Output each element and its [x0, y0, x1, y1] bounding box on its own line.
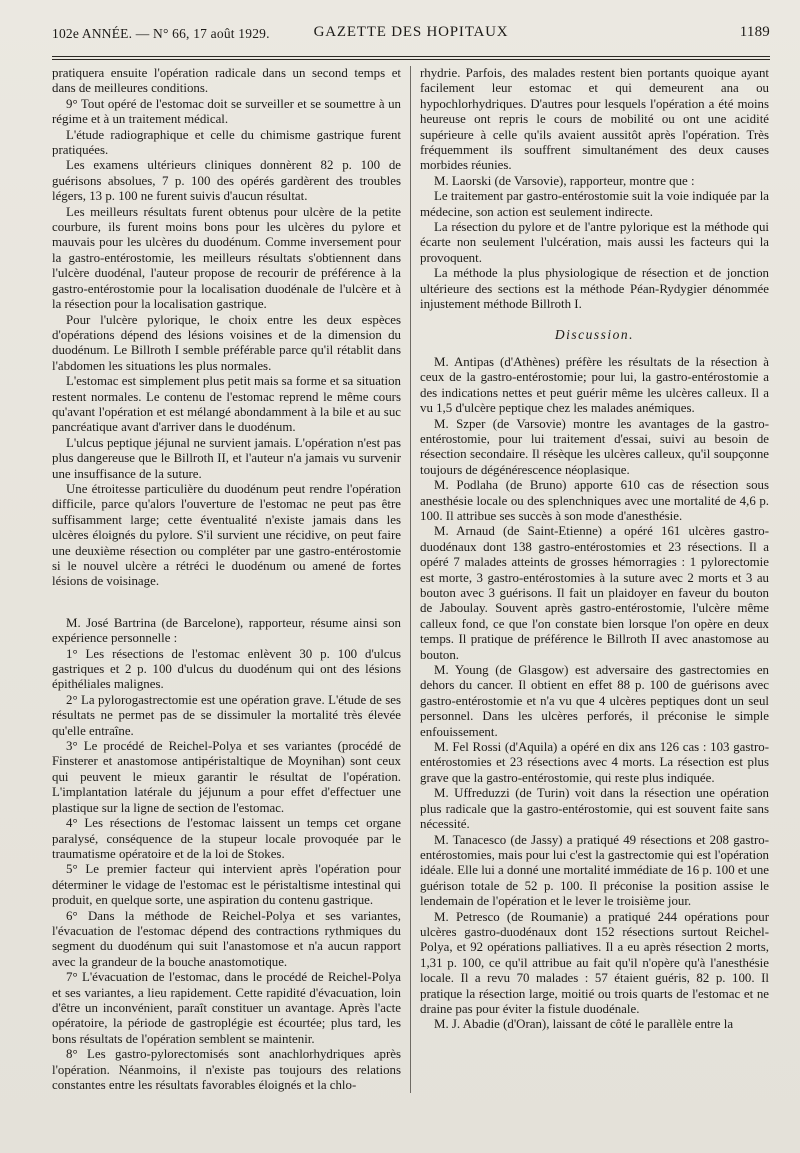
section-heading-discussion: Discussion. [554, 326, 635, 342]
paragraph: 7° L'évacuation de l'estomac, dans le procédé de Reichel-Polya et ses variantes, a lieu rapidement. Cette rapidité d'évacuation, loin d'être un inconvénient, paraît constituer un avantage. Après l'acte opératoire, la période de gastroplégie est écourtée; plus tard, les bons résultats de l'opération semblent se maintenir. [52, 970, 401, 1046]
paragraph: M. José Bartrina (de Barcelone), rapporteur, résume ainsi son expérience personnelle : [52, 615, 401, 646]
paragraph: M. Uffreduzzi (de Turin) voit dans la résection une opération plus radicale que la gastro-entérostomie, qui est souvent faite sans nécessité. [420, 786, 769, 832]
paragraph: M. Antipas (d'Athènes) préfère les résultats de la résection à ceux de la gastro-entérostomie; pour lui, la gastro-entérostomie a des indications nettes et peut guérir même les ulcères calleux. Il a vu 1,5 d'ulcère peptique chez les malades anémiques. [420, 354, 769, 416]
paragraph: 5° Le premier facteur qui intervient après l'opération pour déterminer le vidage de l'estomac est le péristaltisme intestinal qui produit, en quelque sorte, une aspiration du contenu gastrique. [52, 862, 401, 908]
paragraph: 1° Les résections de l'estomac enlèvent 30 p. 100 d'ulcus gastriques et 2 p. 100 d'ulcus du duodénum qui ont des lésions épithéliales malignes. [52, 646, 401, 692]
paragraph: 8° Les gastro-pylorectomisés sont anachlorhydriques après l'opération. Néanmoins, il n'existe pas toujours des relations constantes entre les résultats favorables éloignés et la chlo- [52, 1047, 401, 1092]
paragraph: La résection du pylore et de l'antre pylorique est la méthode qui écarte non seulement l'ulcération, mais aussi les facteurs qui la provoquent. [420, 220, 769, 265]
paragraph: M. Podlaha (de Bruno) apporte 610 cas de résection sous anesthésie locale ou des splenchniques avec une mortalité de 4,6 p. 100. Il attribue ses succès à son mode d'anesthésie. [420, 478, 769, 523]
paragraph: M. Tanacesco (de Jassy) a pratiqué 49 résections et 208 gastro-entérostomies, mais pour lui c'est la gastrectomie qui est l'opération idéale. Elle lui a donné une mortalité immédiate de 16 p. 100 et une guérison totale de 52 p. 100. Il préconise la position assise le lendemain de l'opération et le lever le troisième jour. [420, 832, 770, 909]
paragraph: M. Arnaud (de Saint-Etienne) a opéré 161 ulcères gastro-duodénaux dont 138 gastro-entérostomies et 23 résections. Il a opéré 7 malades atteints de grosses hémorragies : 1 pylorectomie est morte, 3 gastro-entérostomies à la suture avec 2 morts et 3 au bouton avec 3 guérisons. Il fait un plaidoyer en faveur du bouton de Jaboulay. Souvent après gastro-entérostomie, l'ulcère même calleux fond, ce que l'on constate bien lorsque l'on opère en deux temps. Il pratique de préférence le Billroth II avec anastomose au bouton. [420, 524, 769, 662]
paragraph: La méthode la plus physiologique de résection et de jonction ultérieure des sections est la méthode Péan-Rydygier dénommée injustement méthode Billroth I. [420, 266, 769, 312]
paragraph: M. Young (de Glasgow) est adversaire des gastrectomies en dehors du cancer. Il obtient en effet 88 p. 100 de guérisons avec gastro-entérostomie et n'a vu que 4 ulcères peptiques dont un seul personnel. Dans les ulcères perforés, il préconise le simple enfouissement. [420, 663, 769, 739]
paragraph: pratiquera ensuite l'opération radicale dans un second temps et dans de meilleures conditions. [52, 66, 401, 96]
paragraph: Une étroitesse particulière du duodénum peut rendre l'opération difficile, parce qu'alors l'ouverture de l'estomac ne peut pas être suffisamment large; cette éventualité n'existe jamais dans les ulcères éloignés du pylore. S'il survient une récidive, on peut faire une deuxième résection ou compléter par une gastro-entérostomie si le nouvel ulcère a rétréci le duodénum ou amené de fortes lésions de voisinage. [52, 481, 401, 589]
paragraph: M. Szper (de Varsovie) montre les avantages de la gastro-entérostomie, pour lui traitement d'essai, suivi au besoin de résection secondaire. Il résèque les ulcères calleux, qu'il soupçonne toujours de dégénérescence néoplasique. [420, 416, 769, 477]
paragraph: 3° Le procédé de Reichel-Polya et ses variantes (procédé de Finsterer et anastomose antipéristaltique de Moynihan) sont ceux qui peuvent le mieux garantir le résultat de l'opération. L'implantation latérale du jéjunum a pour effet d'effectuer une plastique sur la ligne de section de l'estomac. [52, 739, 401, 815]
paragraph: L'estomac est simplement plus petit mais sa forme et sa situation restent normales. Le contenu de l'estomac reprend le même cours qu'avant l'opération et est mélangé abondamment à la bile et au suc pancréatique avant d'arriver dans le duodénum. [52, 374, 401, 435]
paragraph: M. Laorski (de Varsovie), rapporteur, montre que : [434, 173, 695, 188]
paragraph: Les meilleurs résultats furent obtenus pour ulcère de la petite courbure, ils furent moins bons pour les ulcères du pylore et mauvais pour les ulcères du duodénum. Comme inversement pour la gastro-entérostomie, les meilleurs résultats s'obtiennent dans l'ulcère duodénal, l'auteur propose de recourir de préférence à la gastro-entérostomie pour la localisation duodénale de l'ulcère et à la résection pour la localisation gastrique. [52, 204, 401, 312]
page-number: 1189 [739, 24, 770, 40]
text-columns [52, 66, 770, 1093]
paragraph: L'étude radiographique et celle du chimisme gastrique furent pratiquées. [52, 127, 401, 158]
paragraph: M. Petresco (de Roumanie) a pratiqué 244 opérations pour ulcères gastro-duodénaux dont 152 résections surtout Reichel-Polya, et 92 opérations palliatives. Il a eu après résection 2 morts, 1,31 p. 100, ce qu'il attribue au fait qu'il n'opère qu'à l'anesthésie locale. Il a revu 70 malades : 57 étaient guéris, 82 p. 100. Il pratique la résection large, moitié ou trois quarts de l'estomac et ne draine pas pour éviter la fistule duodénale. [420, 909, 769, 1016]
paragraph: M. Fel Rossi (d'Aquila) a opéré en dix ans 126 cas : 103 gastro-entérostomies et 23 résections avec 4 morts. La résection est plus grave que la gastro-entérostomie, qui reste plus indiquée. [420, 740, 769, 785]
page-header [52, 22, 770, 48]
paragraph: Les examens ultérieurs cliniques donnèrent 82 p. 100 de guérisons absolues, 7 p. 100 des opérés gardèrent des troubles légers, 13 p. 100 ne furent suivis d'aucun résultat. [52, 158, 401, 204]
paragraph: Le traitement par gastro-entérostomie suit la voie indiquée par la médecine, son action est seulement indirecte. [420, 189, 769, 219]
paragraph: 2° La pylorogastrectomie est une opération grave. L'étude de ses résultats ne permet pas de se dissimuler la mortalité très élevée qu'elle entraîne. [52, 692, 401, 738]
paragraph: M. J. Abadie (d'Oran), laissant de côté le parallèle entre la [434, 1017, 734, 1032]
left-column [52, 66, 410, 1093]
paragraph: L'ulcus peptique jéjunal ne survient jamais. L'opération n'est pas plus dangereuse que le Billroth II, et l'auteur n'a jamais vu survenir une insuffisance de la suture. [52, 435, 401, 481]
right-column [410, 66, 769, 1093]
issue-info: 102e ANNÉE. — N° 66, 17 août 1929. [52, 26, 270, 41]
header-rule [52, 56, 770, 57]
paragraph: Pour l'ulcère pylorique, le choix entre les deux espèces d'opérations dépend des lésions voisines et de la dimension du duodénum. Le Billroth I semble préférable parce qu'il rétablit dans l'abdomen les situations les plus normales. [52, 312, 401, 373]
journal-title: GAZETTE DES HOPITAUX [313, 24, 509, 40]
header-rule-thin [52, 59, 770, 60]
paragraph: 4° Les résections de l'estomac laissent un temps cet organe paralysé, conséquence de la stupeur locale provoquée par le traumatisme opératoire et de la loi de Stokes. [52, 816, 401, 861]
paragraph: rhydrie. Parfois, des malades restent bien portants quoique ayant facilement leur estomac et qui demeurent ana ou hypochlorhydriques. D'autres pour lesquels l'opération a été moins heureuse ont repris le cours de mobilité ou ont une acidité supérieure à celle qu'ils avaient aussitôt après l'opération. Très fréquemment ils souffrent simultanément des deux causes morbides réunies. [420, 66, 769, 173]
paragraph: 9° Tout opéré de l'estomac doit se surveiller et se soumettre à un régime et à un traitement médical. [52, 96, 401, 127]
paragraph: 6° Dans la méthode de Reichel-Polya et ses variantes, l'évacuation de l'estomac dépend des contractions rythmiques du segment du duodénum qui suit l'anastomose et n'a aucun rapport avec la grandeur de la bouche anastomotique. [52, 908, 401, 969]
